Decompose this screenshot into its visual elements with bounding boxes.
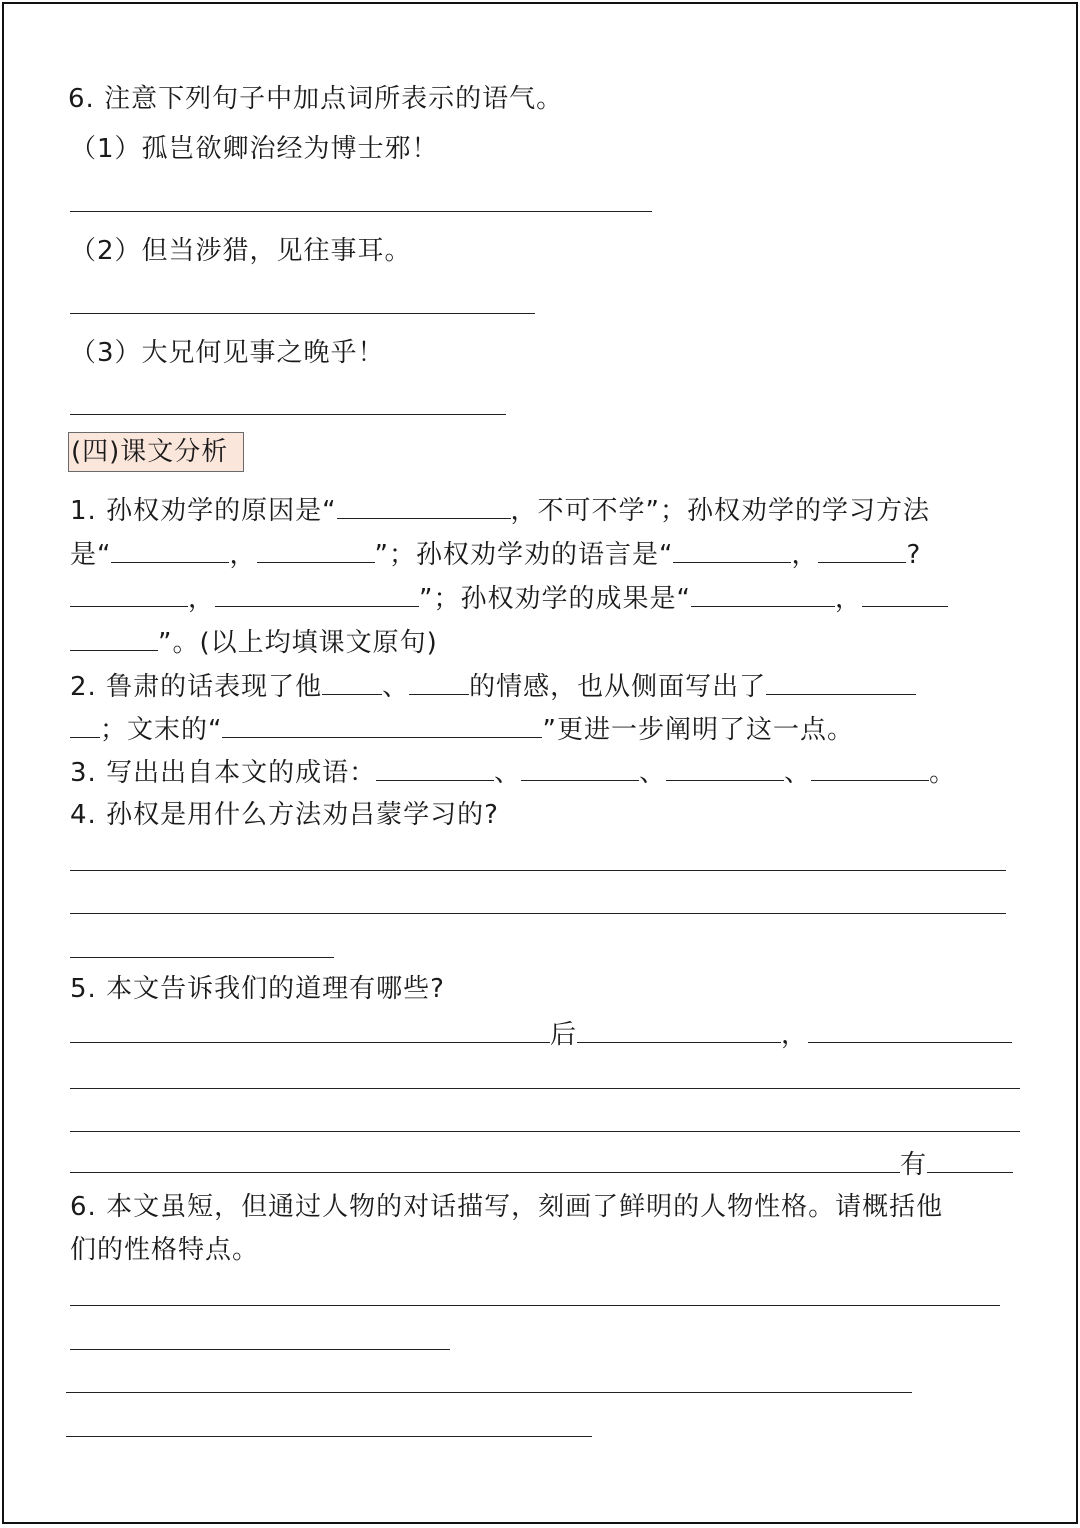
q2-text-b: 、 bbox=[382, 672, 410, 702]
answer-line-s3[interactable] bbox=[70, 414, 506, 415]
q1-text-k: ”。(以上均填课文原句) bbox=[158, 628, 438, 658]
q3-blank-1[interactable] bbox=[376, 756, 494, 781]
q3-sep-2: 、 bbox=[639, 758, 667, 788]
q3-sep-1: 、 bbox=[494, 758, 522, 788]
q4-answer-line-3[interactable] bbox=[70, 957, 334, 958]
q1-text-g: ? bbox=[906, 540, 922, 570]
q5-blank-1[interactable] bbox=[70, 1018, 550, 1043]
q5-answer-line-3[interactable] bbox=[70, 1131, 1020, 1132]
q3-blank-3[interactable] bbox=[666, 756, 784, 781]
q2-text-c: 的情感，也从侧面写出了 bbox=[469, 672, 767, 702]
sentence-1: （1）孤岂欲卿治经为博士邪！ bbox=[70, 134, 439, 164]
answer-line-s2[interactable] bbox=[70, 313, 535, 314]
q2-blank-5[interactable] bbox=[222, 713, 542, 738]
q1-blank-2[interactable] bbox=[111, 538, 229, 563]
q3-blank-4[interactable] bbox=[811, 756, 929, 781]
q6-answer-line-3[interactable] bbox=[66, 1392, 912, 1393]
worksheet-page bbox=[2, 2, 1078, 1524]
q1-blank-5[interactable] bbox=[818, 538, 906, 563]
q1-blank-1[interactable] bbox=[337, 494, 511, 519]
q1-line-1 bbox=[70, 494, 930, 526]
q6-answer-line-2[interactable] bbox=[70, 1349, 450, 1350]
q5-question: 5. 本文告诉我们的道理有哪些? bbox=[70, 974, 445, 1004]
q1-text-j: ， bbox=[834, 584, 862, 614]
q1-blank-7[interactable] bbox=[215, 582, 419, 607]
q3-text-a: 3. 写出出自本文的成语： bbox=[70, 758, 377, 788]
q1-line-3 bbox=[70, 582, 948, 614]
q1-blank-9[interactable] bbox=[862, 582, 948, 607]
q1-text-f: ， bbox=[791, 540, 819, 570]
sentence-2: （2）但当涉猎，见往事耳。 bbox=[70, 236, 412, 266]
q1-blank-6[interactable] bbox=[70, 582, 188, 607]
question-6-tone-title: 6. 注意下列句子中加点词所表示的语气。 bbox=[68, 84, 564, 114]
q1-blank-10[interactable] bbox=[70, 626, 158, 651]
q5-blank-4[interactable] bbox=[70, 1148, 900, 1173]
q1-text-a: 1. 孙权劝学的原因是“ bbox=[70, 496, 337, 526]
q6-answer-line-1[interactable] bbox=[70, 1305, 1000, 1306]
q5-blank-5[interactable] bbox=[927, 1148, 1013, 1173]
q2-line-2 bbox=[70, 713, 854, 745]
q1-blank-4[interactable] bbox=[673, 538, 791, 563]
q1-text-h: ， bbox=[188, 584, 216, 614]
q2-blank-4[interactable] bbox=[70, 713, 100, 738]
q4-answer-line-2[interactable] bbox=[70, 913, 1006, 914]
q1-blank-8[interactable] bbox=[691, 582, 835, 607]
q5-comma: ， bbox=[781, 1020, 809, 1050]
q6-character-question-line-1: 6. 本文虽短，但通过人物的对话描写，刻画了鲜明的人物性格。请概括他 bbox=[70, 1192, 944, 1222]
q3-line-1 bbox=[70, 756, 956, 788]
q6-answer-line-4[interactable] bbox=[66, 1436, 592, 1437]
q2-text-d: ；文末的“ bbox=[100, 715, 223, 745]
q3-end: 。 bbox=[929, 758, 957, 788]
q2-line-1 bbox=[70, 670, 916, 702]
q4-question: 4. 孙权是用什么方法劝吕蒙学习的? bbox=[70, 800, 499, 830]
q1-text-b: ，不可不学”；孙权劝学的学习方法 bbox=[510, 496, 931, 526]
q2-text-a: 2. 鲁肃的话表现了他 bbox=[70, 672, 323, 702]
q1-text-e: ”；孙权劝学劝的语言是“ bbox=[374, 540, 674, 570]
q2-blank-3[interactable] bbox=[766, 670, 916, 695]
q5-you: 有 bbox=[900, 1150, 928, 1180]
q2-blank-2[interactable] bbox=[409, 670, 469, 695]
q3-sep-3: 、 bbox=[784, 758, 812, 788]
q2-text-e: ”更进一步阐明了这一点。 bbox=[542, 715, 854, 745]
q1-blank-3[interactable] bbox=[257, 538, 375, 563]
q3-blank-2[interactable] bbox=[521, 756, 639, 781]
q1-line-2 bbox=[70, 538, 921, 570]
q5-line-1 bbox=[70, 1018, 1012, 1050]
q5-line-4 bbox=[70, 1148, 1013, 1180]
q5-blank-2[interactable] bbox=[577, 1018, 781, 1043]
q5-answer-line-2[interactable] bbox=[70, 1088, 1020, 1089]
answer-line-s1[interactable] bbox=[70, 211, 652, 212]
q5-blank-3[interactable] bbox=[808, 1018, 1012, 1043]
q4-answer-line-1[interactable] bbox=[70, 870, 1006, 871]
q2-blank-1[interactable] bbox=[322, 670, 382, 695]
q5-hou: 后 bbox=[550, 1020, 578, 1050]
q1-text-i: ”；孙权劝学的成果是“ bbox=[419, 584, 691, 614]
section-heading: (四)课文分析 bbox=[71, 437, 229, 467]
q1-line-4 bbox=[70, 626, 438, 658]
q6-character-question-line-2: 们的性格特点。 bbox=[70, 1235, 260, 1265]
section-heading-box bbox=[68, 432, 244, 472]
sentence-3: （3）大兄何见事之晚乎！ bbox=[70, 338, 385, 368]
q1-text-d: ， bbox=[229, 540, 257, 570]
q1-text-c: 是“ bbox=[70, 540, 112, 570]
